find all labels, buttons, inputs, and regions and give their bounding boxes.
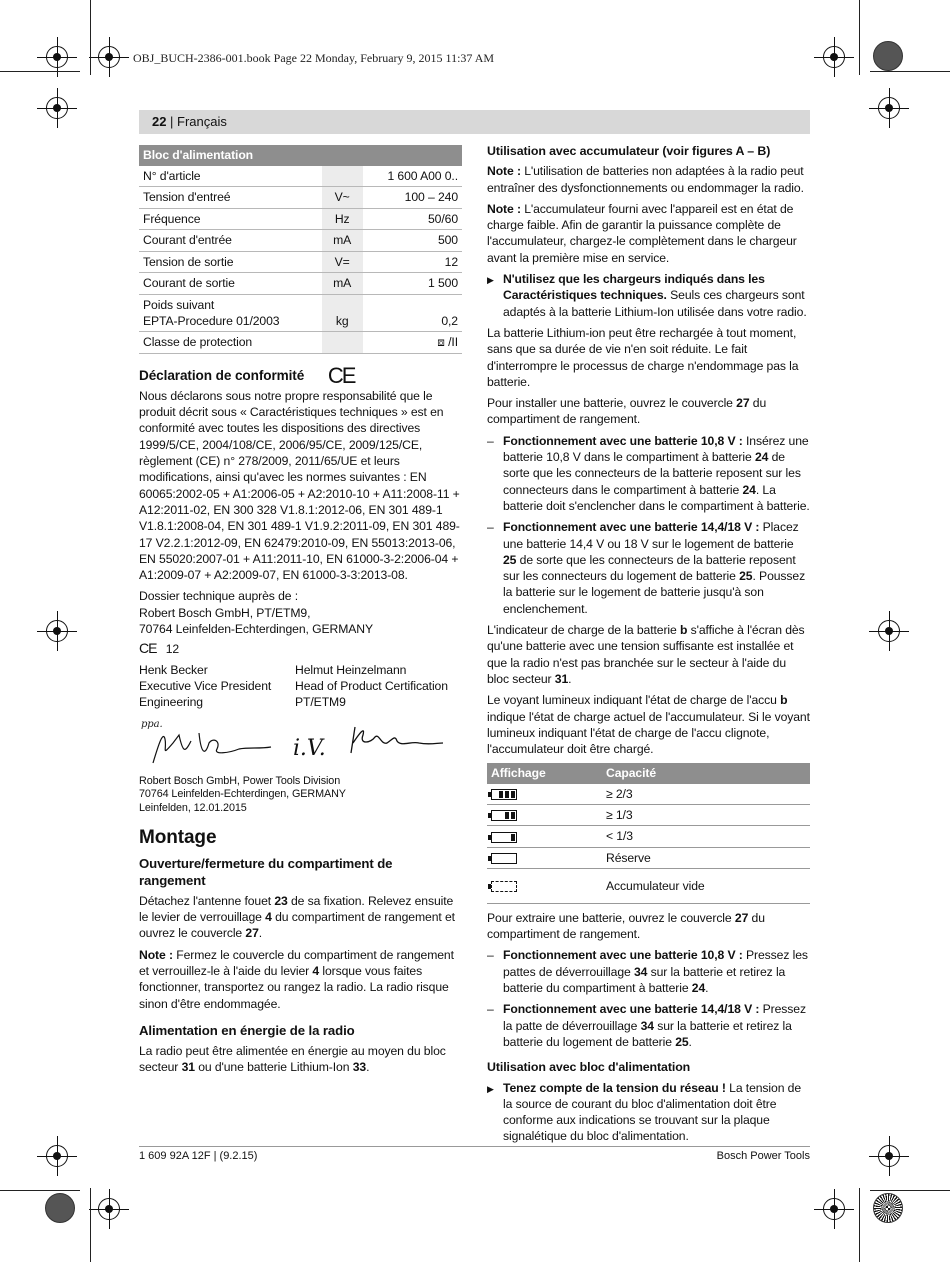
battery-level-icon bbox=[487, 784, 602, 805]
spec-unit: V= bbox=[322, 251, 363, 273]
header-separator: | bbox=[170, 114, 174, 129]
capacity-row bbox=[487, 868, 810, 903]
montage-title: Montage bbox=[139, 826, 217, 848]
print-slug: OBJ_BUCH-2386-001.book Page 22 Monday, February 9, 2015 11:37 AM bbox=[133, 51, 495, 65]
signer1-title: Executive Vice President bbox=[139, 678, 272, 693]
install-10v: – Fonctionnement avec une batterie 10,8 V : Insérez une batterie 10,8 V dans le compartiment à batterie 24 de sorte que les connecteurs de la batterie reposent sur les connecteurs dans le compartiment à batterie 24. La batterie doit s'enclencher dans le compartiment à batterie. bbox=[487, 433, 810, 514]
declaration-title: Déclaration de conformité bbox=[139, 367, 305, 383]
install-info: Pour installer une batterie, ouvrez le couvercle 27 du compartiment de rangement. bbox=[487, 396, 767, 427]
power-supply-table-title: Bloc d'alimentation bbox=[139, 145, 462, 166]
declaration-heading bbox=[139, 362, 462, 388]
battery-icon bbox=[491, 881, 517, 892]
battery-bar bbox=[505, 791, 509, 798]
spec-value: 500 bbox=[363, 230, 462, 252]
spec-unit bbox=[322, 166, 363, 187]
spec-unit: kg bbox=[322, 294, 363, 332]
battery-use-heading: Utilisation avec accumulateur (voir figures A – B) bbox=[487, 144, 771, 158]
spec-value: 100 – 240 bbox=[363, 187, 462, 209]
company-address: 70764 Leinfelden-Echterdingen, GERMANY bbox=[139, 788, 346, 801]
battery-icon bbox=[491, 853, 517, 864]
registration-mark-top-center-right bbox=[823, 46, 845, 68]
crop-mark bbox=[90, 0, 91, 75]
spec-value: 1 500 bbox=[363, 273, 462, 295]
company-line: Robert Bosch GmbH, Power Tools Division bbox=[139, 774, 341, 787]
spec-unit: V~ bbox=[322, 187, 363, 209]
signature-henk-becker bbox=[153, 733, 271, 763]
spec-unit bbox=[322, 332, 363, 354]
spec-unit: Hz bbox=[322, 208, 363, 230]
battery-level-icon bbox=[487, 826, 602, 847]
battery-bar bbox=[511, 812, 515, 819]
spec-label: Courant d'entrée bbox=[139, 230, 322, 252]
power-supply-heading: Alimentation en énergie de la radio bbox=[139, 1022, 355, 1038]
crop-mark bbox=[870, 71, 950, 72]
registration-mark-bottom-center-right bbox=[823, 1198, 845, 1220]
power-supply-table bbox=[139, 145, 462, 354]
capacity-row bbox=[487, 784, 810, 805]
spec-label: Tension d'entreé bbox=[139, 187, 322, 209]
footer-doc-number: 1 609 92A 12F | (9.2.15) bbox=[139, 1150, 258, 1162]
dossier-label: Dossier technique auprès de : bbox=[139, 589, 299, 604]
battery-icon bbox=[491, 832, 517, 843]
capacity-table-header-capacity: Capacité bbox=[602, 763, 810, 783]
spec-value: ⧈ /II bbox=[363, 332, 462, 354]
capacity-row bbox=[487, 804, 810, 825]
declaration-text: Nous déclarons sous notre propre responsabilité que le produit décrit sous « Caractéristiques techniques » est en conformité avec toutes les dispositions des directives 1999/5/CE, 2004/108/CE, 2006/95/CE, 2009/125/CE, règlement (CE) n° 278/2009, 2011/65/UE et leurs modifications, ainsi qu'avec les normes suivantes : EN 60065:2002-05 + A1:2006-05 + A2:2010-10 + A11:2008-11 + A12:2011-02, EN 300 328 V1.8.1:2012-06, EN 301 489-1 V1.8.1:2008-04, EN 301 489-1 V1.9.2:2011-09, EN 301 489-17 V2.2.1:2012-09, EN 62479:2010-09, EN 55013:2013-06, EN 55020:2007-01 + A11:2011-10, EN 61000-3-2:2006-04 + A1:2009-07 + A2:2009-07, EN 61000-3-3:2013-08. bbox=[139, 388, 460, 583]
crop-mark bbox=[0, 71, 80, 72]
capacity-row bbox=[487, 826, 810, 847]
left-column bbox=[139, 145, 462, 1081]
battery-level-icon bbox=[487, 868, 602, 903]
battery-note-1: Note : L'utilisation de batteries non adaptées à la radio peut entraîner des dysfonctionnements ou endommager la radio. bbox=[487, 164, 804, 195]
signatures bbox=[139, 713, 462, 771]
registration-mark-bottom-right bbox=[878, 1145, 900, 1167]
battery-level-icon bbox=[487, 847, 602, 868]
color-disc-bottom-left bbox=[45, 1193, 75, 1223]
remove-10v: – Fonctionnement avec une batterie 10,8 V : Pressez les pattes de déverrouillage 34 sur la batterie et retirez la batterie du compartiment à batterie 24. bbox=[487, 947, 810, 996]
place-date: Leinfelden, 12.01.2015 bbox=[139, 802, 247, 815]
spec-unit: mA bbox=[322, 230, 363, 252]
battery-bar bbox=[511, 834, 515, 841]
spec-label: N° d'article bbox=[139, 166, 322, 187]
capacity-table-header-display: Affichage bbox=[487, 763, 602, 783]
spec-row bbox=[139, 187, 462, 209]
registration-mark-mid-right bbox=[878, 97, 900, 119]
capacity-table bbox=[487, 763, 810, 903]
spec-row bbox=[139, 273, 462, 295]
right-column bbox=[487, 143, 810, 1150]
battery-bar bbox=[505, 812, 509, 819]
registration-mark-left bbox=[46, 620, 68, 642]
storage-compartment-heading: Ouverture/fermeture du compartiment de rangement bbox=[139, 856, 393, 888]
capacity-label: ≥ 1/3 bbox=[602, 804, 810, 825]
battery-icon bbox=[491, 789, 517, 800]
spec-value: 12 bbox=[363, 251, 462, 273]
spec-value: 50/60 bbox=[363, 208, 462, 230]
spec-value: 0,2 bbox=[363, 294, 462, 332]
star-target-bottom-right bbox=[873, 1193, 903, 1223]
signer1-name: Henk Becker bbox=[139, 662, 208, 677]
registration-mark-bottom-left bbox=[46, 1145, 68, 1167]
ce-year-line bbox=[139, 640, 462, 657]
charge-indicator-info: L'indicateur de charge de la batterie b s'affiche à l'écran dès qu'une batterie avec une tension suffisante est installée et que la radio n'est pas branchée sur le secteur à l'aide du bloc secteur 31. bbox=[487, 623, 805, 686]
spec-row bbox=[139, 294, 462, 332]
capacity-label: Réserve bbox=[602, 847, 810, 868]
power-adapter-heading: Utilisation avec bloc d'alimentation bbox=[487, 1060, 691, 1075]
crop-mark bbox=[90, 1188, 91, 1262]
storage-compartment-note: Note : Fermez le couvercle du compartiment de rangement et verrouillez-le à l'aide du levier 4 lorsque vous faites fonctionner, transportez ou rangez la radio. La radio risque sinon d'être endommagée. bbox=[139, 947, 454, 1011]
storage-compartment-text: Détachez l'antenne fouet 23 de sa fixation. Relevez ensuite le levier de verrouillage 4 du compartiment de rangement et ouvrez le couvercle 27. bbox=[139, 893, 455, 941]
spec-label: Classe de protection bbox=[139, 332, 322, 354]
charge-led-info: Le voyant lumineux indiquant l'état de charge de l'accu b indique l'état de charge actuel de l'accumulateur. Si le voyant lumineux indiquant l'état de charge de l'accu clignote, l'accumulateur doit être chargé. bbox=[487, 693, 810, 757]
capacity-row bbox=[487, 847, 810, 868]
spec-unit: mA bbox=[322, 273, 363, 295]
remove-14v-18v: – Fonctionnement avec une batterie 14,4/18 V : Pressez la patte de déverrouillage 34 sur la batterie et retirez la batterie du logement de batterie 25. bbox=[487, 1001, 810, 1050]
signature-prefix-iv: i.V. bbox=[293, 735, 326, 761]
spec-label: Courant de sortie bbox=[139, 273, 322, 295]
battery-bar bbox=[499, 791, 503, 798]
header-language: Français bbox=[177, 114, 227, 129]
battery-bar bbox=[511, 791, 515, 798]
crop-mark bbox=[859, 1188, 860, 1262]
registration-mark-top-center-left bbox=[98, 46, 120, 68]
signer2-dept: PT/ETM9 bbox=[295, 695, 346, 710]
page-number: 22 bbox=[152, 114, 167, 129]
capacity-label: ≥ 2/3 bbox=[602, 784, 810, 805]
spec-label: Tension de sortie bbox=[139, 251, 322, 273]
signer1-dept: Engineering bbox=[139, 695, 203, 710]
install-14v-18v: – Fonctionnement avec une batterie 14,4/18 V : Placez une batterie 14,4 V ou 18 V sur le logement de batterie 25 de sorte que les connecteurs de la batterie reposent sur les connecteurs du logement de batterie 25. Poussez la batterie sur le logement de batterie jusqu'à son enclenchement. bbox=[487, 519, 810, 617]
dossier-address: 70764 Leinfelden-Echterdingen, GERMANY bbox=[139, 622, 373, 637]
ce-year: 12 bbox=[165, 642, 180, 657]
registration-mark-right bbox=[878, 620, 900, 642]
ce-mark: CE bbox=[327, 362, 355, 388]
signer2-title: Head of Product Certification bbox=[295, 678, 448, 693]
charger-warning: ▶ N'utilisez que les chargeurs indiqués dans les Caractéristiques techniques. Seuls ces chargeurs sont adaptés à la batterie Lithium-Ion utilisée dans votre radio. bbox=[487, 271, 810, 320]
power-supply-text: La radio peut être alimentée en énergie au moyen du bloc secteur 31 ou d'une batterie Lithium-Ion 33. bbox=[139, 1044, 446, 1075]
spec-label: Fréquence bbox=[139, 208, 322, 230]
page-footer bbox=[139, 1146, 810, 1162]
signature-prefix-ppa: ppa. bbox=[141, 718, 163, 730]
spec-row bbox=[139, 166, 462, 187]
registration-mark-top-left bbox=[46, 46, 68, 68]
crop-mark bbox=[870, 1190, 950, 1191]
color-disc-top-right bbox=[873, 41, 903, 71]
mains-voltage-warning: ▶ Tenez compte de la tension du réseau ! La tension de la source de courant du bloc d'alimentation doit être conforme aux indications se trouvant sur la plaque signalétique du bloc d'alimentation. bbox=[487, 1080, 810, 1145]
registration-mark-mid-left bbox=[46, 97, 68, 119]
registration-mark-bottom-center-left bbox=[98, 1198, 120, 1220]
remove-info: Pour extraire une batterie, ouvrez le couvercle 27 du compartiment de rangement. bbox=[487, 910, 765, 942]
crop-mark bbox=[859, 0, 860, 75]
signers bbox=[139, 662, 462, 711]
footer-brand: Bosch Power Tools bbox=[716, 1150, 810, 1162]
recharge-info: La batterie Lithium-ion peut être rechargée à tout moment, sans que sa durée de vie n'en soit réduite. Le fait d'interrompre le processus de charge n'endommage pas la batterie. bbox=[487, 325, 799, 389]
spec-label: Poids suivant EPTA-Procedure 01/2003 bbox=[139, 294, 322, 332]
signer2-name: Helmut Heinzelmann bbox=[295, 662, 407, 677]
battery-icon bbox=[491, 810, 517, 821]
spec-row bbox=[139, 230, 462, 252]
spec-value: 1 600 A00 0.. bbox=[363, 166, 462, 187]
battery-note-2: Note : L'accumulateur fourni avec l'appareil est en état de charge faible. Afin de garantir la puissance complète de l'accumulateur, chargez-le complètement dans le chargeur avant la première mise en service. bbox=[487, 201, 797, 265]
crop-mark bbox=[0, 1190, 80, 1191]
spec-row bbox=[139, 251, 462, 273]
spec-row bbox=[139, 332, 462, 354]
page-header bbox=[139, 110, 810, 134]
ce-mark-small: CE bbox=[139, 640, 157, 657]
dossier-company: Robert Bosch GmbH, PT/ETM9, bbox=[139, 605, 311, 620]
capacity-label: Accumulateur vide bbox=[602, 868, 810, 903]
battery-level-icon bbox=[487, 804, 602, 825]
spec-row bbox=[139, 208, 462, 230]
capacity-label: < 1/3 bbox=[602, 826, 810, 847]
signature-helmut-heinzelmann bbox=[351, 727, 443, 753]
